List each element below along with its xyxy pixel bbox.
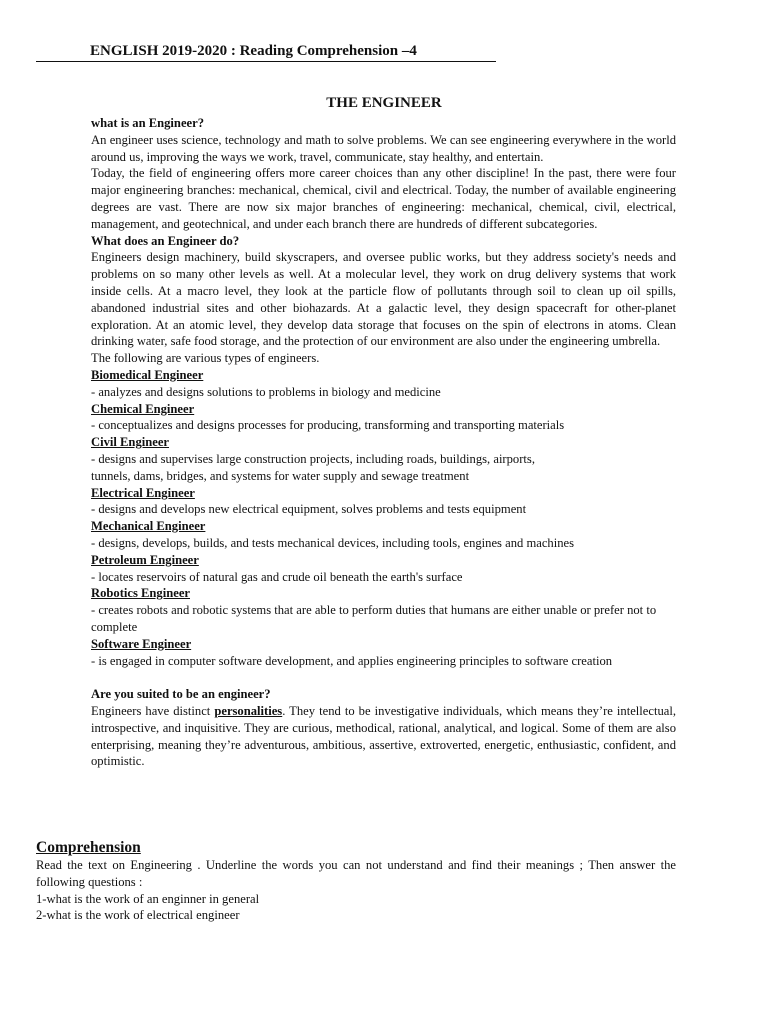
comprehension-instructions: Read the text on Engineering . Underline the words you can not understand and find their meanings ; Then answer the following questions : <box>36 858 676 889</box>
paragraph-branches: Today, the field of engineering offers more career choices than any other discipline! In the past, there were four major engineering branches: mechanical, chemical, civil and electrical. Today, the number of available engineering degrees are vast. There are now six major branches of engineering: mechanical, chemical, civil, electrical, management, and geotechnical, and under each branch there are hundreds of different subcategories. <box>91 166 676 231</box>
engineer-type-petroleum <box>91 552 676 586</box>
engineer-type-desc: - locates reservoirs of natural gas and crude oil beneath the earth's surface <box>91 569 463 584</box>
engineer-type-name: Petroleum Engineer <box>91 552 199 567</box>
engineer-type-desc: - designs and supervises large construction projects, including roads, buildings, airports, <box>91 451 535 466</box>
section-heading-suited: Are you suited to be an engineer? <box>91 687 271 702</box>
types-intro: The following are various types of engineers. <box>91 351 320 366</box>
engineer-type-civil <box>91 434 676 484</box>
paragraph-personalities <box>91 703 676 770</box>
engineer-type-name: Biomedical Engineer <box>91 367 204 382</box>
engineer-type-name: Civil Engineer <box>91 435 170 450</box>
engineer-type-name: Electrical Engineer <box>91 485 195 500</box>
engineer-type-robotics <box>91 585 676 635</box>
engineer-type-name: Software Engineer <box>91 636 192 651</box>
blank-line <box>91 669 676 686</box>
article-body <box>91 115 676 770</box>
question-item: 1-what is the work of an enginner in general <box>36 891 260 906</box>
engineer-type-biomedical <box>91 367 676 401</box>
question-item: 2-what is the work of electrical engineer <box>36 908 240 923</box>
engineer-type-chemical <box>91 401 676 435</box>
engineer-type-desc: - creates robots and robotic systems that are able to perform duties that humans are either unable or prefer not to complete <box>91 603 657 634</box>
comprehension-title: Comprehension <box>36 839 141 856</box>
engineer-type-desc: - analyzes and designs solutions to problems in biology and medicine <box>91 384 441 399</box>
engineer-type-desc: - designs, develops, builds, and tests mechanical devices, including tools, engines and machines <box>91 535 575 550</box>
article-title: THE ENGINEER <box>326 95 442 111</box>
engineer-type-name: Robotics Engineer <box>91 586 190 601</box>
paragraph-text: Engineers have distinct <box>91 704 215 719</box>
engineer-type-electrical <box>91 485 676 519</box>
paragraph-what-engineers-do: Engineers design machinery, build skyscrapers, and oversee public works, but they address society's needs and problems on so many other levels as well. At a molecular level, they work on drug delivery systems that work inside cells. At a macro level, they look at the particle flow of pollutants through soil to clean up oil spills, abandoned industrial sites and other biohazards. At a galactic level, they design spacecraft for other-planet exploration. At an atomic level, they develop data storage that focuses on the spin of electrons in atoms. Clean drinking water, safe food storage, and the protection of our environment are also under the engineering umbrella. <box>91 250 676 349</box>
engineer-type-name: Chemical Engineer <box>91 401 195 416</box>
paragraph-text: . They tend to be investigative individuals, which means they’re intellectual, introspective, and inquisitive. They are curious, methodical, rational, analytical, and logical. Some of them are also enterprising, meaning they’re adventurous, ambitious, assertive, extroverted, energetic, enthusiastic, confident, and optimistic. <box>91 704 676 769</box>
engineer-type-desc: - conceptualizes and designs processes for producing, transforming and transporting materials <box>91 418 565 433</box>
section-heading-what-is: what is an Engineer? <box>91 116 205 130</box>
engineer-type-mechanical <box>91 518 676 552</box>
engineer-type-desc-line2: tunnels, dams, bridges, and systems for water supply and sewage treatment <box>91 468 470 483</box>
keyword-personalities: personalities <box>214 704 283 719</box>
comprehension-section <box>36 838 676 924</box>
engineer-type-name: Mechanical Engineer <box>91 519 206 534</box>
header-underline <box>36 61 496 62</box>
engineer-type-desc: - designs and develops new electrical equipment, solves problems and tests equipment <box>91 502 527 517</box>
document-header: ENGLISH 2019-2020 : Reading Comprehension –4 <box>90 43 417 59</box>
paragraph-intro: An engineer uses science, technology and math to solve problems. We can see engineering everywhere in the world around us, improving the ways we work, travel, communicate, stay healthy, and entertain. <box>91 132 676 164</box>
engineer-type-desc: - is engaged in computer software development, and applies engineering principles to software creation <box>91 653 613 668</box>
engineer-type-software <box>91 636 676 670</box>
section-heading-what-does: What does an Engineer do? <box>91 233 240 248</box>
